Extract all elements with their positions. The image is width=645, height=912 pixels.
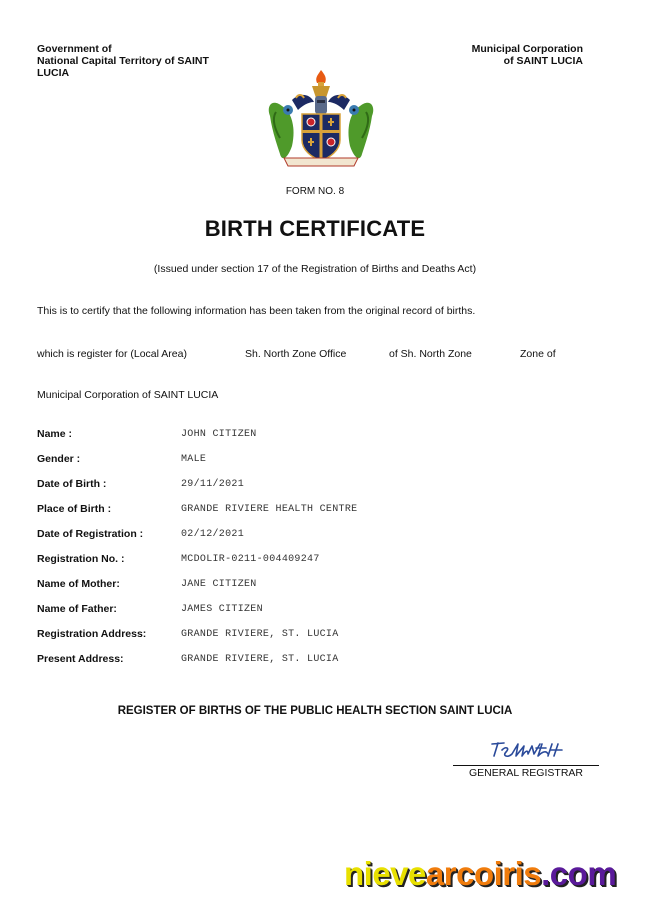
header-right-line-2: of SAINT LUCIA [503, 55, 583, 67]
coat-of-arms-icon [262, 68, 380, 168]
local-area-label: which is register for (Local Area) [37, 348, 187, 360]
form-number: FORM NO. 8 [285, 186, 345, 197]
field-row-present-address [37, 653, 597, 678]
issuing-municipality [472, 43, 583, 67]
field-row-name [37, 428, 597, 453]
field-value: GRANDE RIVIERE, ST. LUCIA [181, 629, 339, 640]
field-row-father [37, 603, 597, 628]
field-label: Date of Registration : [37, 528, 144, 540]
field-value: MALE [181, 454, 207, 465]
header-right-line-1: Municipal Corporation [471, 43, 583, 55]
field-row-gender [37, 453, 597, 478]
registration-area-line [37, 348, 617, 362]
header-left-line-3: LUCIA [37, 67, 70, 79]
field-row-date-of-registration [37, 528, 597, 553]
header-left-line-2: National Capital Territory of SAINT [37, 55, 209, 67]
field-label: Present Address: [37, 653, 124, 665]
watermark-part-2: arcoiris [425, 855, 542, 892]
field-value: GRANDE RIVIERE HEALTH CENTRE [181, 504, 358, 515]
zone-name: of Sh. North Zone [389, 348, 472, 360]
watermark [344, 855, 616, 893]
signature-line [453, 765, 599, 766]
field-label: Name : [37, 428, 73, 440]
field-value: JANE CITIZEN [181, 579, 257, 590]
field-value: JOHN CITIZEN [181, 429, 257, 440]
document-title: BIRTH CERTIFICATE [204, 216, 426, 241]
zone-office: Sh. North Zone Office [245, 348, 347, 360]
field-label: Gender : [37, 453, 81, 465]
field-row-mother [37, 578, 597, 603]
field-label: Date of Birth : [37, 478, 107, 490]
field-label: Place of Birth : [37, 503, 112, 515]
issuing-government [37, 43, 209, 79]
field-value: GRANDE RIVIERE, ST. LUCIA [181, 654, 339, 665]
certificate-fields [37, 428, 597, 678]
field-label: Name of Father: [37, 603, 117, 615]
municipal-corporation-line: Municipal Corporation of SAINT LUCIA [37, 389, 219, 401]
field-value: MCDOLIR-0211-004409247 [181, 554, 320, 565]
field-label: Registration Address: [37, 628, 147, 640]
field-row-registration-address [37, 628, 597, 653]
watermark-part-3: .com [541, 855, 617, 892]
field-row-place-of-birth [37, 503, 597, 528]
header-left-line-1: Government of [37, 43, 112, 55]
field-row-date-of-birth [37, 478, 597, 503]
certification-statement: This is to certify that the following information has been taken from the original record of births. [37, 305, 476, 317]
watermark-part-1: nieve [344, 855, 426, 892]
signature-icon [488, 738, 568, 760]
zone-of-label: Zone of [520, 348, 556, 360]
field-row-registration-no [37, 553, 597, 578]
field-value: 29/11/2021 [181, 479, 245, 490]
issued-under-note: (Issued under section 17 of the Registration of Births and Deaths Act) [153, 263, 477, 275]
registrar-label: GENERAL REGISTRAR [469, 767, 583, 779]
field-value: JAMES CITIZEN [181, 604, 263, 615]
register-title: REGISTER OF BIRTHS OF THE PUBLIC HEALTH SECTION SAINT LUCIA [117, 705, 513, 717]
field-value: 02/12/2021 [181, 529, 245, 540]
field-label: Registration No. : [37, 553, 125, 565]
field-label: Name of Mother: [37, 578, 120, 590]
